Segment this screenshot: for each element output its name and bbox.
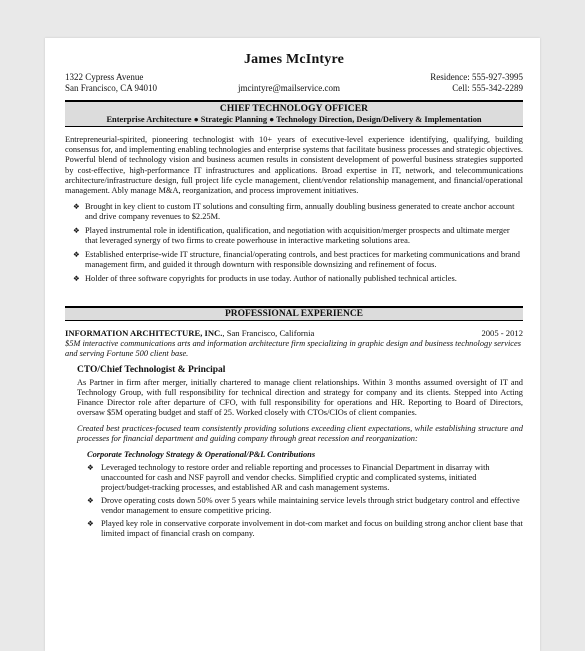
company-description: $5M interactive communications arts and information architecture firm specializing in graphic design and business technology services and serving Fortune 500 client base. — [65, 339, 521, 359]
job-line — [65, 328, 523, 338]
contact-block — [65, 72, 523, 94]
list-item: ❖ Established enterprise-wide IT structure, financial/operating controls, and best practices for marketing communications and brand management firm, and guided it through downturn with responsible downsizing and refinement of focus. — [73, 250, 520, 270]
residence-phone: Residence: 555-927-3995 — [430, 72, 523, 82]
section-heading-experience: PROFESSIONAL EXPERIENCE — [65, 306, 523, 321]
address-line-1: 1322 Cypress Avenue — [65, 72, 144, 82]
address-line-2: San Francisco, CA 94010 — [65, 83, 157, 93]
diamond-bullet-icon: ❖ — [73, 202, 80, 212]
role-description: As Partner in firm after merger, initially chartered to manage client relationships. Within 3 months assumed oversight of IT and Technology Group, with full responsibility for technical direction and strategy for company and its clients. Stepped into Acting Finance Director role after departure of CFO, with full responsibility for operations and HR. Reporting to Board of Directors, oversaw $5M operating budget and staff of 25. Worked closely with CTOs/CIOs of client companies. — [77, 378, 523, 418]
contributions-list — [65, 463, 523, 539]
title-box — [65, 102, 523, 127]
company-location: , San Francisco, California — [222, 328, 315, 339]
list-item: ❖ Brought in key client to custom IT solutions and consulting firm, annually doubling business generated to create anchor account and drive company revenues to $2.25M. — [73, 202, 515, 222]
cell-phone: Cell: 555-342-2289 — [452, 83, 523, 93]
diamond-bullet-icon: ❖ — [87, 463, 94, 473]
job-dates: 2005 - 2012 — [481, 328, 523, 339]
resume-page — [45, 38, 540, 651]
diamond-bullet-icon: ❖ — [73, 273, 80, 283]
diamond-bullet-icon: ❖ — [87, 496, 94, 506]
list-item: ❖ Holder of three software copyrights for products in use today. Author of nationally published technical articles. — [73, 273, 457, 283]
summary-paragraph: Entrepreneurial-spirited, pioneering technologist with 10+ years of executive-level experience identifying, qualifying, building consensus for, and implementing enabling technologies and enterprise systems that facilitate business processes and strategic objectives. Powerful blend of technology vision and business acumen results in consistent development of powerful business strategies supported by cost-effective, high-performance IT infrastructures and applications. Broad expertise in IT, network, and telecommunications architecture/infrastructure design, full project life cycle management, client/vendor relationship management, and financial/operational management. Ably manage M&A, reorganization, and process improvement initiatives. — [65, 135, 523, 196]
email[interactable]: jmcintyre@mailservice.com — [237, 83, 340, 93]
email-column — [205, 72, 373, 94]
diamond-bullet-icon: ❖ — [73, 226, 80, 236]
specialties: Enterprise Architecture ● Strategic Planning ● Technology Direction, Design/Delivery & Implementation — [106, 115, 482, 124]
diamond-bullet-icon: ❖ — [87, 519, 94, 529]
candidate-name: James McIntyre — [243, 52, 345, 67]
achievement-intro: Created best practices-focused team consistently providing solutions exceeding client expectations, while establishing structure and processes for financial department and guiding company through great recession and reorganization: — [77, 424, 523, 444]
diamond-bullet-icon: ❖ — [73, 250, 80, 260]
company-name: INFORMATION ARCHITECTURE, INC. — [65, 328, 223, 339]
list-item: ❖ Leveraged technology to restore order and reliable reporting and processes to Financial Department in disarray with unaccounted for cash and NSF payroll and vendor checks. Simplified cryptic and complicated systems, initiated project/budget-tracking processes, and established AR and cash management systems. — [87, 463, 490, 493]
contributions-heading: Corporate Technology Strategy & Operational/P&L Contributions — [87, 450, 316, 460]
list-item: ❖ Played key role in conservative corporate involvement in dot-com market and focus on building strong anchor client base that limited impact of financial crash on company. — [87, 519, 523, 539]
phones — [373, 72, 523, 94]
company-line — [65, 328, 314, 338]
list-item: ❖ Drove operating costs down 50% over 5 years while maintaining service levels through strict budgetary control and effective vendor management to ensure competitive pricing. — [87, 496, 520, 516]
resume-content — [65, 52, 523, 542]
address — [65, 72, 205, 94]
role-title: CTO/Chief Technologist & Principal — [77, 365, 226, 376]
list-item: ❖ Played instrumental role in identification, qualification, and negotiation with acquisition/merger prospects and ultimate merger that leveraged synergy of two firms to create powerhouse in interactive marketing solutions area. — [73, 226, 510, 246]
job-title: CHIEF TECHNOLOGY OFFICER — [219, 104, 369, 114]
highlights-list — [65, 202, 523, 284]
